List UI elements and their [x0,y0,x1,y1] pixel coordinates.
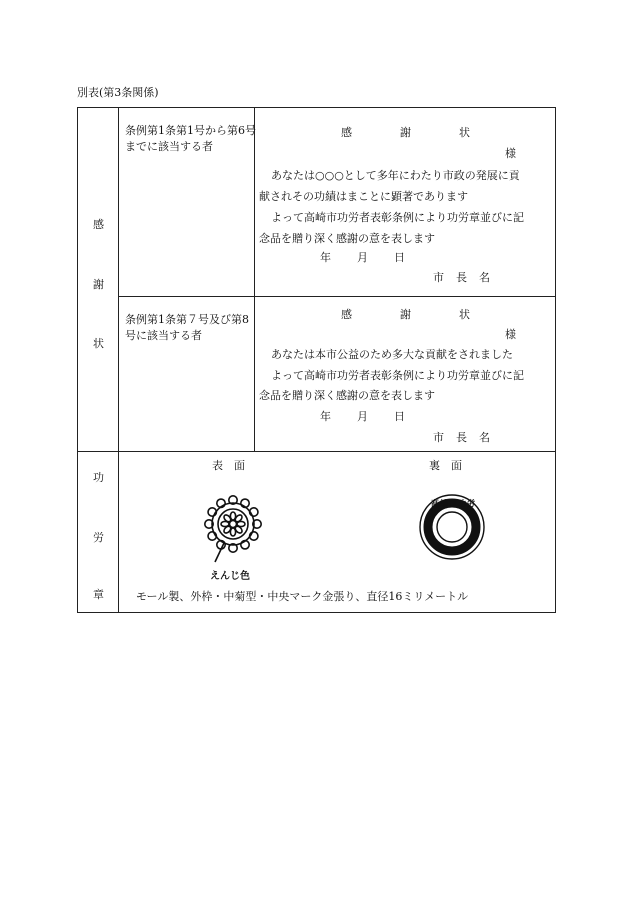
medal-description: モール製、外枠・中菊型・中央マーク金張り、直径16ミリメートル [136,590,469,603]
certificate-body-line: 念品を贈り深く感謝の意を表します [259,232,435,245]
honorific: 様 [505,147,516,160]
medal-front-drawing [198,488,268,568]
date-char: 月 [357,410,368,423]
signature-line [433,432,490,443]
certificate-body-line: 念品を贈り深く感謝の意を表します [259,389,435,402]
certificate-heading [341,309,470,320]
certificate-body-line: あなたは○○○として多年にわたり市政の発展に貢 [271,169,520,182]
heading-char: 状 [459,308,470,321]
date-char: 年 [320,251,331,264]
front-face-label: 表 面 [212,459,245,472]
section-label-char: 状 [93,337,104,350]
eligibility-condition: 条例第1条第1号から第6号までに該当する者 [125,124,256,153]
section-label-char: 功 [93,471,104,484]
signature-char: 長 [456,271,467,284]
heading-char: 謝 [400,308,411,321]
document-title: 別表(第3条関係) [77,86,159,99]
certificate-heading [341,127,470,138]
front-color-note: えんじ色 [210,571,250,582]
appendix-table [77,107,556,613]
back-face-label: 裏 面 [429,459,462,472]
date-char: 日 [394,251,405,264]
center-mark [230,521,237,528]
certificate-body-line: 献されその功績はまことに顕著であります [259,190,468,203]
condition-column-divider [254,108,255,451]
section-divider [78,451,555,452]
heading-char: 感 [341,126,352,139]
back-seal-text: 高崎市功労 [431,499,476,508]
signature-line [433,272,490,283]
signature-char: 名 [479,431,490,444]
inner-ring [218,509,248,539]
back-center [437,512,467,542]
signature-char: 市 [433,271,444,284]
section-label-char: 感 [93,218,104,231]
section-label-char: 謝 [93,278,104,291]
certificate-body-line: よって高崎市功労者表彰条例により功労章並びに記 [271,211,524,224]
signature-char: 市 [433,431,444,444]
certificate-body-line: よって高崎市功労者表彰条例により功労章並びに記 [271,369,524,382]
certificate-body-line: あなたは本市公益のため多大な貢献をされました [271,348,513,361]
section-label-char: 労 [93,531,104,544]
date-line [320,252,405,263]
row-divider-1 [118,296,555,297]
eligibility-condition: 条例第1条第７号及び第8号に該当する者 [125,313,249,342]
date-char: 月 [357,251,368,264]
honorific: 様 [505,328,516,341]
heading-char: 感 [341,308,352,321]
heading-char: 状 [459,126,470,139]
date-char: 年 [320,410,331,423]
section-label-char: 章 [93,588,104,601]
signature-char: 長 [456,431,467,444]
signature-char: 名 [479,271,490,284]
date-char: 日 [394,410,405,423]
heading-char: 謝 [400,126,411,139]
date-line [320,411,405,422]
